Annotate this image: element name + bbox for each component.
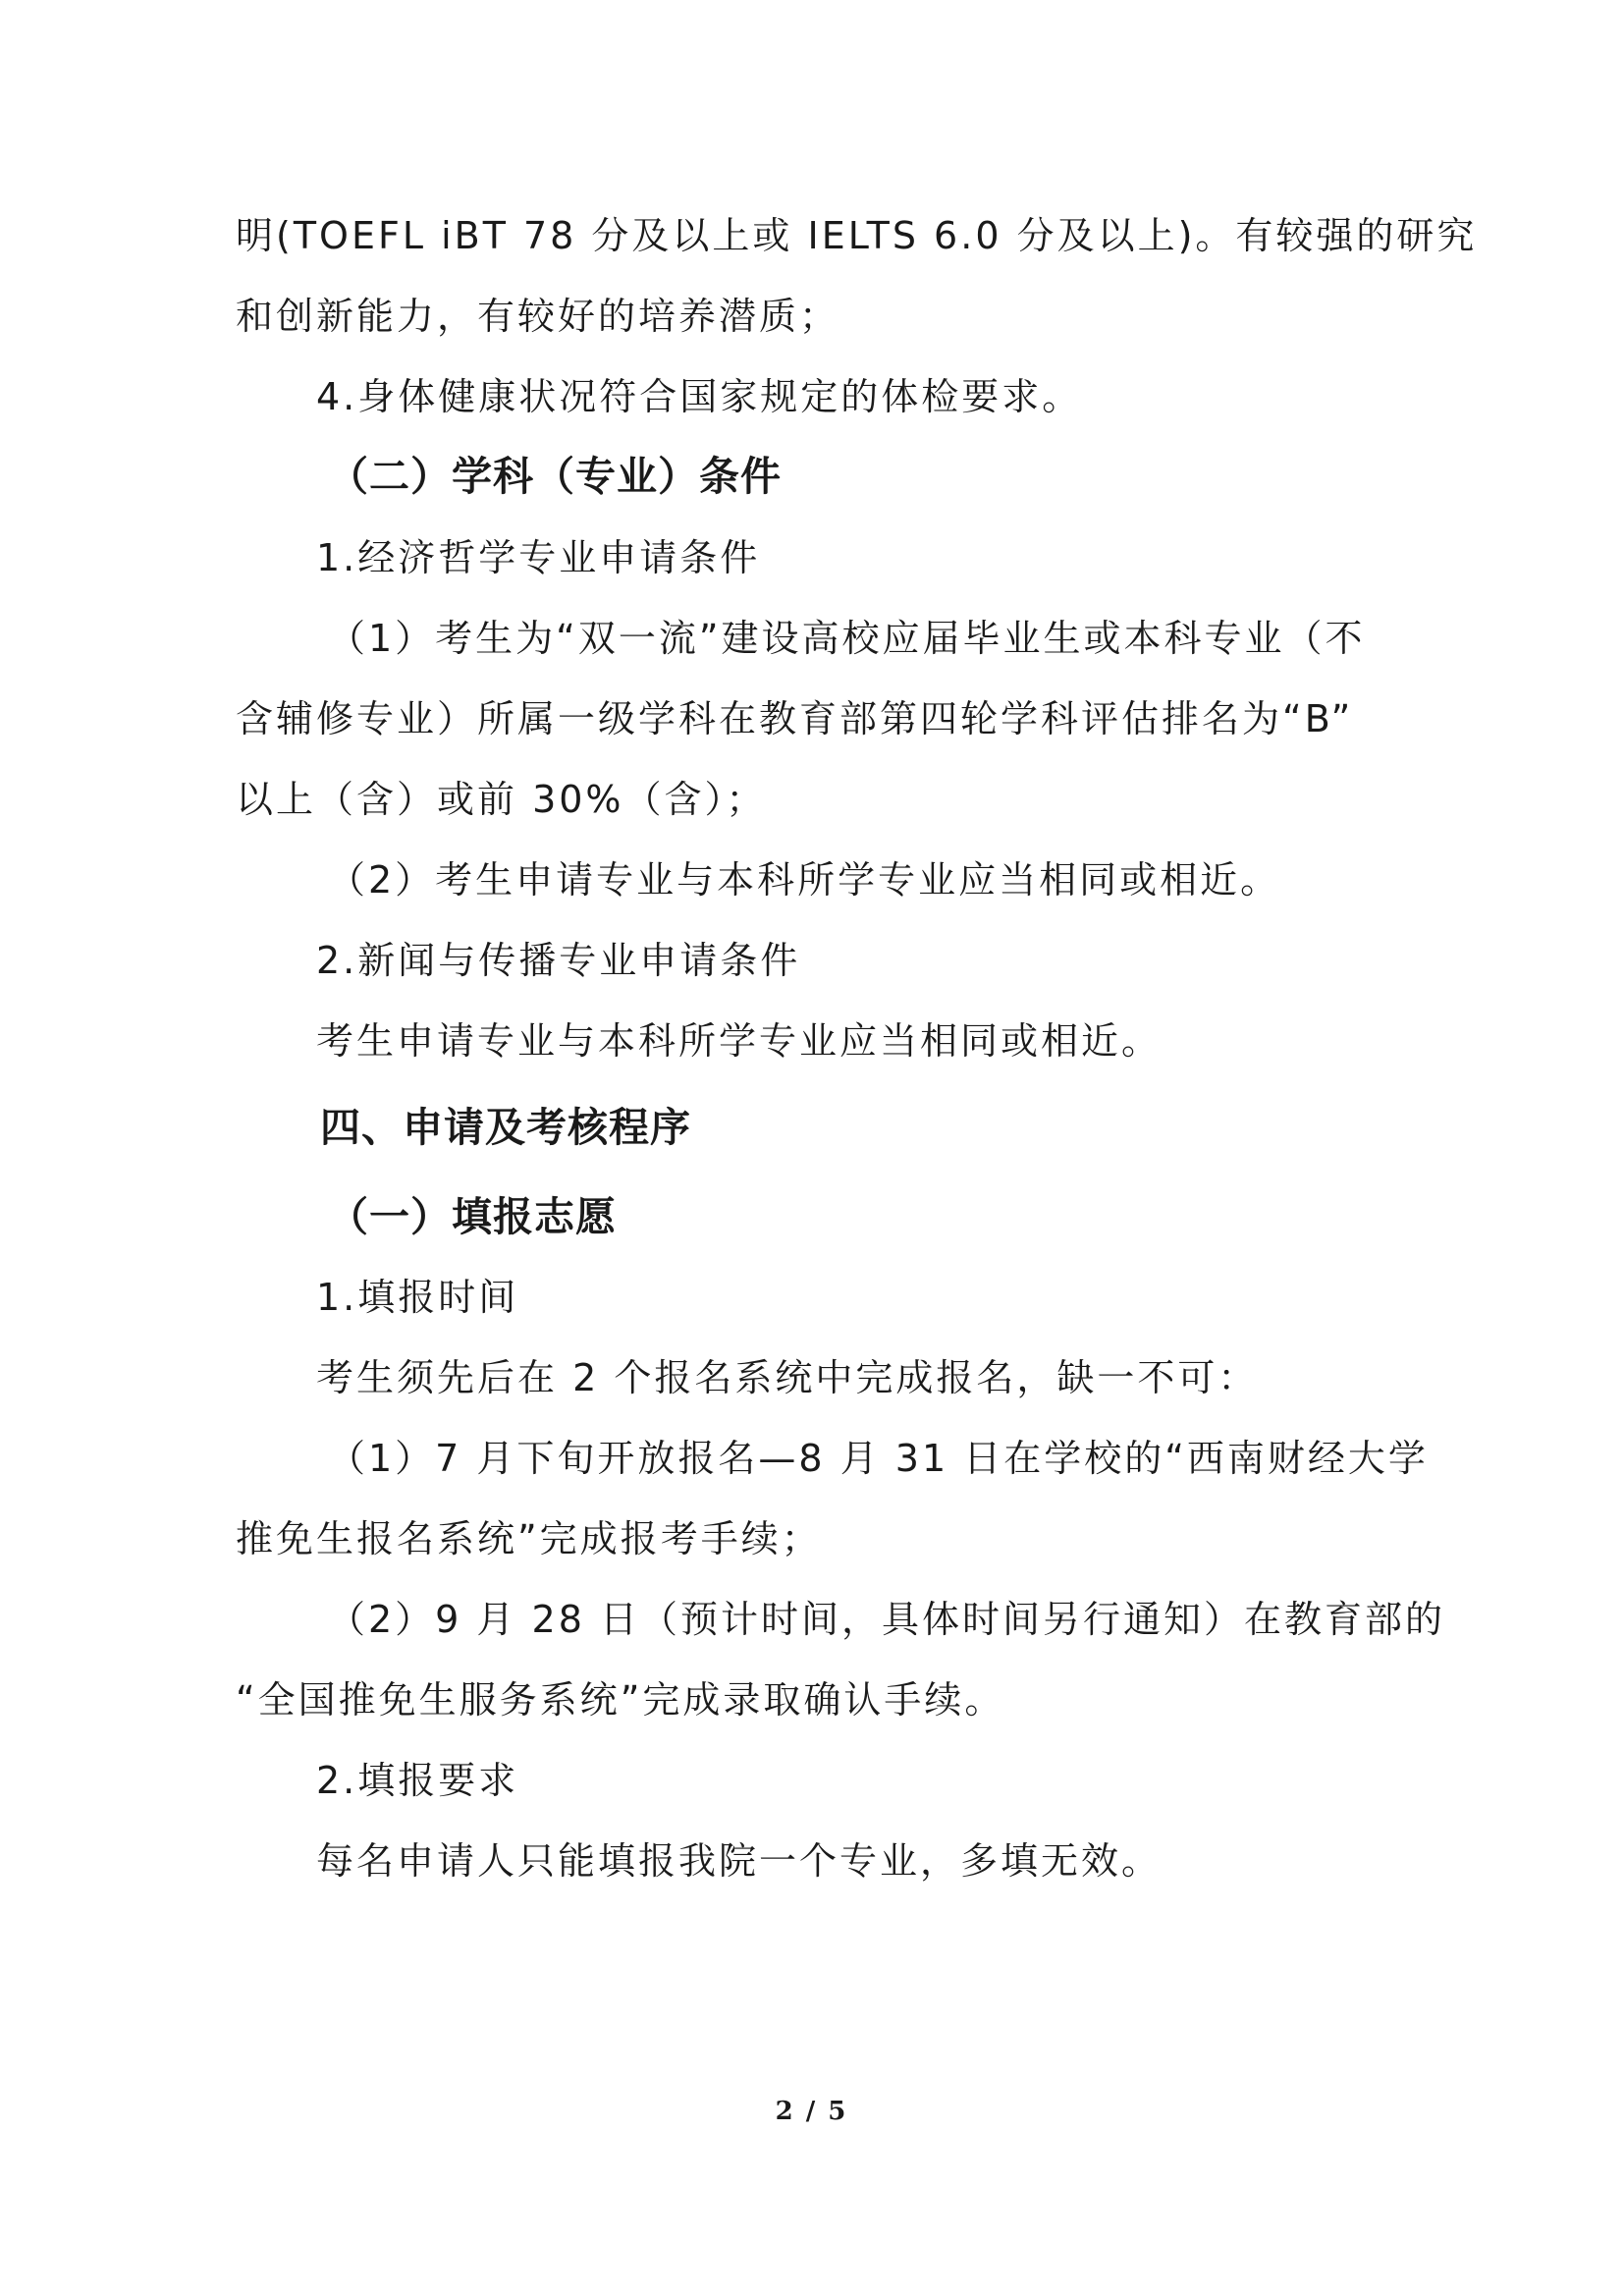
list-item: 4.身体健康状况符合国家规定的体检要求。 — [316, 375, 1083, 418]
text-line: 考生须先后在 2 个报名系统中完成报名，缺一不可： — [316, 1356, 1259, 1399]
section-heading: 四、申请及考核程序 — [320, 1104, 691, 1151]
text-line: （1）7 月下旬开放报名—8 月 31 日在学校的“西南财经大学 — [328, 1437, 1429, 1480]
text-line: 推免生报名系统”完成报考手续； — [236, 1517, 822, 1560]
list-item: 1.经济哲学专业申请条件 — [316, 536, 761, 579]
text-line: “全国推免生服务系统”完成录取确认手续。 — [236, 1678, 1005, 1722]
list-item: 2.填报要求 — [316, 1759, 519, 1802]
section-subheading: （二）学科（专业）条件 — [328, 453, 782, 500]
text-line: 以上（含）或前 30%（含）； — [236, 778, 767, 821]
text-line: 含辅修专业）所属一级学科在教育部第四轮学科评估排名为“B” — [236, 697, 1354, 740]
text-line: （1）考生为“双一流”建设高校应届毕业生或本科专业（不 — [328, 617, 1366, 660]
text-line: （2）9 月 28 日（预计时间，具体时间另行通知）在教育部的 — [328, 1598, 1445, 1641]
list-item: 1.填报时间 — [316, 1276, 519, 1319]
text-line: 考生申请专业与本科所学专业应当相同或相近。 — [316, 1019, 1163, 1063]
text-line: （2）考生申请专业与本科所学专业应当相同或相近。 — [328, 858, 1281, 902]
page-number: 2 / 5 — [775, 2097, 848, 2126]
text-line: 明(TOEFL iBT 78 分及以上或 IELTS 6.0 分及以上)。有较强的研究 — [236, 214, 1478, 257]
text-line: 每名申请人只能填报我院一个专业，多填无效。 — [316, 1839, 1163, 1883]
section-subheading: （一）填报志愿 — [328, 1193, 617, 1240]
list-item: 2.新闻与传播专业申请条件 — [316, 939, 801, 982]
text-line: 和创新能力，有较好的培养潜质； — [236, 295, 840, 338]
